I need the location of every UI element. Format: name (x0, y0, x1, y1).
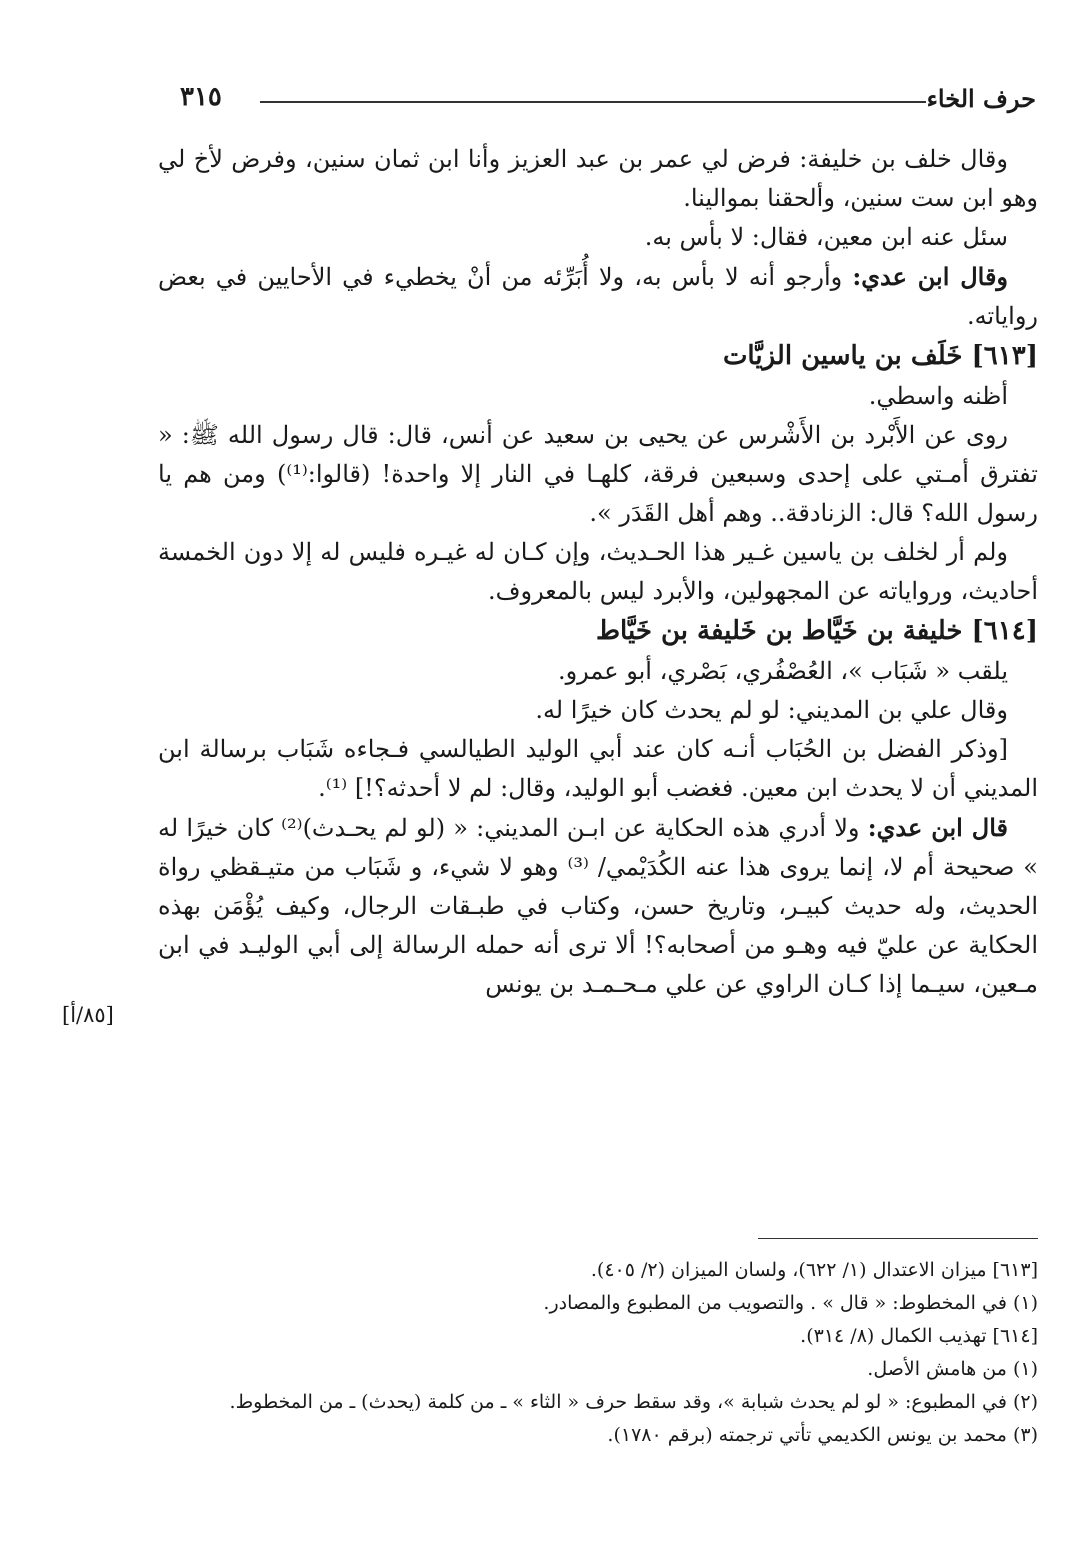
paragraph: أظنه واسطي. (868, 382, 1008, 410)
footnote: (١) من هامش الأصل. (867, 1358, 1038, 1380)
footnotes (158, 1254, 1038, 1452)
footnote: [٦١٤] تهذيب الكمال (٨/ ٣١٤). (800, 1325, 1038, 1347)
running-header (160, 82, 1036, 122)
paragraph: سئل عنه ابن معين، فقال: لا بأس به. (644, 223, 1008, 251)
paragraph (158, 808, 1038, 1004)
main-text (158, 140, 1038, 1004)
paragraph: وقال علي بن المديني: لو لم يحدث كان خيرًا له. (535, 696, 1008, 724)
footnote: [٦١٣] ميزان الاعتدال (١/ ٦٢٢)، ولسان الميزان (٢/ ٤٠٥). (590, 1259, 1038, 1281)
manuscript-folio-marker: [٨٥/أ] (62, 1003, 114, 1027)
footnote: (٢) في المطبوع: « لو لم يحدث شبابة »، وقد سقط حرف « الثاء » ـ من كلمة (يحدث) ـ من المخطوط. (229, 1391, 1038, 1413)
paragraph-text: وأرجو أنه لا بأس به، ولا أُبَرِّئه من أنْ يخطيء في الأحايين في بعض رواياته. (158, 263, 1038, 330)
paragraph (158, 257, 1038, 336)
footnote: (٣) محمد بن يونس الكديمي تأتي ترجمته (برقم ١٧٨٠). (607, 1424, 1038, 1446)
page-number: ٣١٥ (180, 82, 222, 112)
entry-heading: [٦١٣] خَلَف بن ياسين الزيَّات (722, 341, 1038, 371)
paragraph: [وذكر الفضل بن الحُبَاب أنـه كان عند أبي الوليد الطيالسي فـجاءه شَبَاب برسالة ابن المديني أن لا يحدث ابن معين. فغضب أبو الوليد، وقال: لم لا أحدثه؟!] ⁽¹⁾. (158, 735, 1038, 802)
paragraph-text: ولا أدري هذه الحكاية عن ابـن المديني: « (لو لم يحـدث)⁽²⁾ كان خيرًا له » صحيحة أم لا، إنما يروى هذا عنه الكُدَيْمي/ ⁽³⁾ وهو لا شيء، و شَبَاب من متيـقظي رواة الحديث، وله حديث كبيـر، وتاريخ حسن، وكتاب في طبـقات الرجال، وكيف يُؤْمَن بهذه الحكاية عن عليّ فيه وهـو من أصحابه؟! ألا ترى أنه حمله الرسالة إلى أبي الوليـد في ابن مـعين، سيـما إذا كـان الراوي عن علي مـحـمـد بن يونس (158, 814, 1038, 998)
paragraph: وقال خلف بن خليفة: فرض لي عمر بن عبد العزيز وأنا ابن ثمان سنين، وفرض لأخ لي وهو ابن ست سنين، وألحقنا بموالينا. (158, 145, 1038, 212)
entry-heading: [٦١٤] خليفة بن خَيَّاط بن خَليفة بن خَيَّاط (596, 616, 1038, 646)
speaker-lead: وقال ابن عدي: (852, 262, 1008, 291)
paragraph: روى عن الأَبْرد بن الأَشْرس عن يحيى بن سعيد عن أنس، قال: قال رسول الله ﷺ: « تفترق أمـتي على إحدى وسبعين فرقة، كلهـا في النار إلا واحدة! (قالوا:⁽¹⁾) ومن هم يا رسول الله؟ قال: الزنادقة.. وهم أهل القَدَر ». (158, 421, 1038, 527)
footnote: (١) في المخطوط: « قال » . والتصويب من المطبوع والمصادر. (543, 1292, 1038, 1314)
paragraph: يلقب « شَبَاب »، العُصْفُري، بَصْري، أبو عمرو. (557, 657, 1008, 685)
footnote-separator (758, 1238, 1038, 1239)
chapter-title: حرف الخاء (926, 84, 1036, 113)
speaker-lead: قال ابن عدي: (867, 813, 1008, 842)
paragraph: ولم أر لخلف بن ياسين غـير هذا الحـديث، وإن كـان له غيـره فليس له إلا دون الخمسة أحاديث، ورواياته عن المجهولين، والأبرد ليس بالمعروف. (158, 538, 1038, 605)
header-rule (260, 101, 926, 103)
